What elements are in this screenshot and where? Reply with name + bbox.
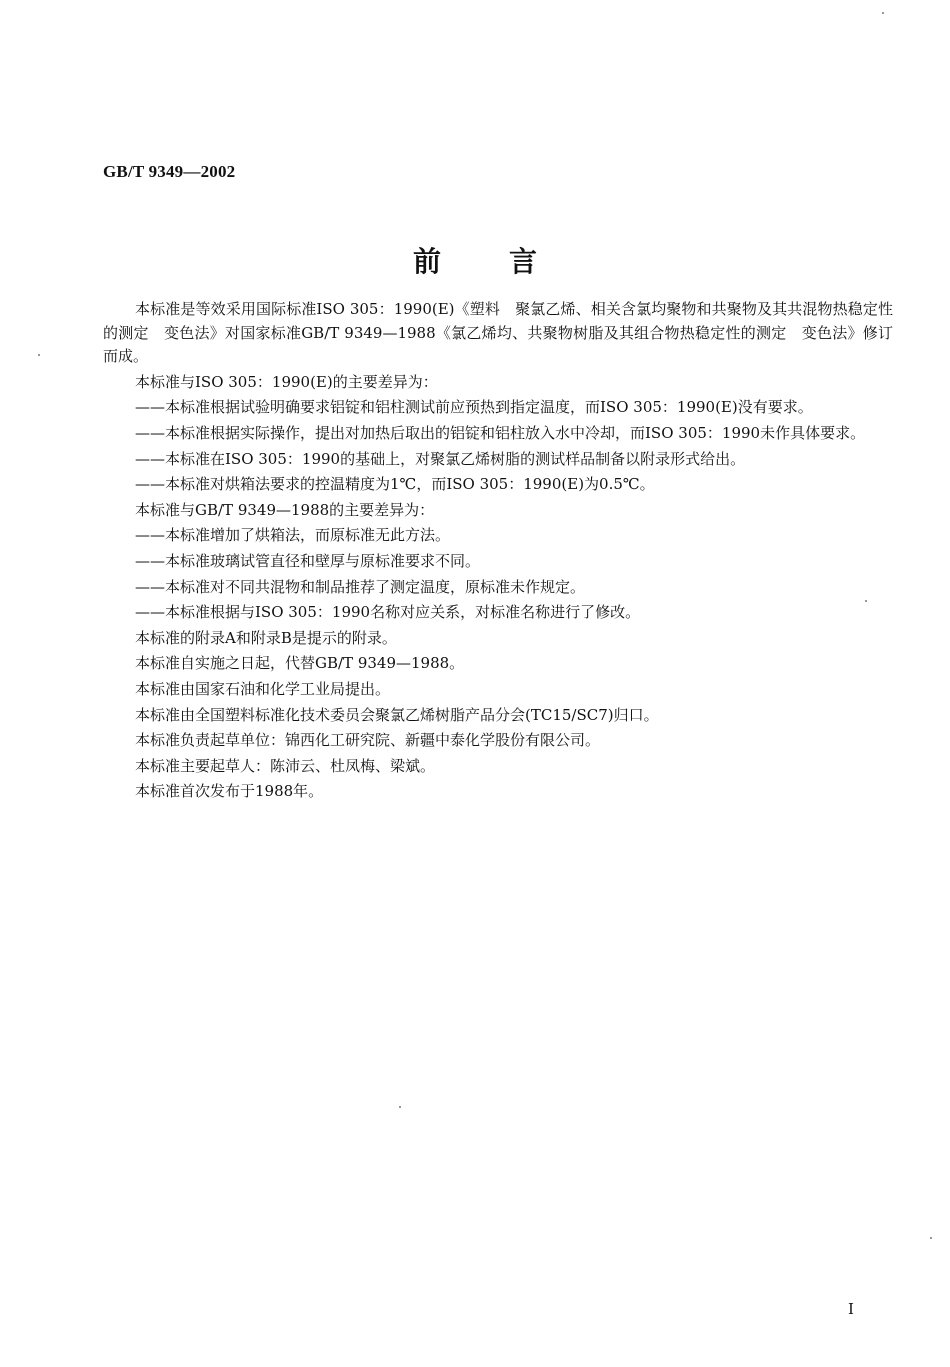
dash-item: ——本标准对烘箱法要求的控温精度为1℃，而ISO 305：1990(E)为0.5℃。 (135, 475, 655, 494)
paragraph: 本标准与GB/T 9349—1988的主要差异为： (135, 500, 435, 519)
standard-code: GB/T 9349—2002 (103, 162, 236, 181)
page-number: I (848, 1300, 854, 1318)
dash-item: ——本标准在ISO 305：1990的基础上，对聚氯乙烯树脂的测试样品制备以附录形式给出。 (135, 449, 746, 468)
scan-speck (865, 600, 867, 602)
dash-item: ——本标准玻璃试管直径和壁厚与原标准要求不同。 (135, 551, 481, 570)
dash-item: ——本标准根据试验明确要求铝锭和铝柱测试前应预热到指定温度，而ISO 305：1990(E)没有要求。 (135, 398, 813, 417)
paragraph: 本标准负责起草单位：锦西化工研究院、新疆中泰化学股份有限公司。 (135, 731, 601, 750)
paragraph: 本标准的附录A和附录B是提示的附录。 (135, 628, 397, 647)
dash-item: ——本标准对不同共混物和制品推荐了测定温度，原标准未作规定。 (135, 577, 586, 596)
paragraph: 本标准首次发布于1988年。 (135, 782, 324, 801)
paragraph: 本标准自实施之日起，代替GB/T 9349—1988。 (135, 654, 465, 673)
scan-speck (399, 1106, 401, 1108)
scan-speck (930, 1237, 932, 1239)
dash-item: ——本标准增加了烘箱法，而原标准无此方法。 (135, 526, 451, 545)
page-title: 前言 (412, 245, 605, 278)
foreword-body (103, 298, 893, 806)
paragraph: 本标准由全国塑料标准化技术委员会聚氯乙烯树脂产品分会(TC15/SC7)归口。 (135, 705, 659, 724)
paragraph: 本标准主要起草人：陈沛云、杜凤梅、梁斌。 (135, 756, 436, 775)
paragraph: 本标准是等效采用国际标准ISO 305：1990(E)《塑料 聚氯乙烯、相关含氯均聚物和共聚物及其共混物热稳定性的测定 变色法》对国家标准GB/T 9349—1988《氯乙烯均、共聚物树脂及其组合物热稳定性的测定 变色法》修订而成。 (103, 300, 893, 366)
scan-speck (882, 12, 884, 14)
dash-item: ——本标准根据实际操作，提出对加热后取出的铝锭和铝柱放入水中冷却，而ISO 305：1990未作具体要求。 (135, 423, 866, 442)
paragraph: 本标准由国家石油和化学工业局提出。 (135, 679, 391, 698)
dash-item: ——本标准根据与ISO 305：1990名称对应关系，对标准名称进行了修改。 (135, 603, 641, 622)
scan-speck (38, 354, 40, 356)
paragraph: 本标准与ISO 305：1990(E)的主要差异为： (135, 372, 438, 391)
